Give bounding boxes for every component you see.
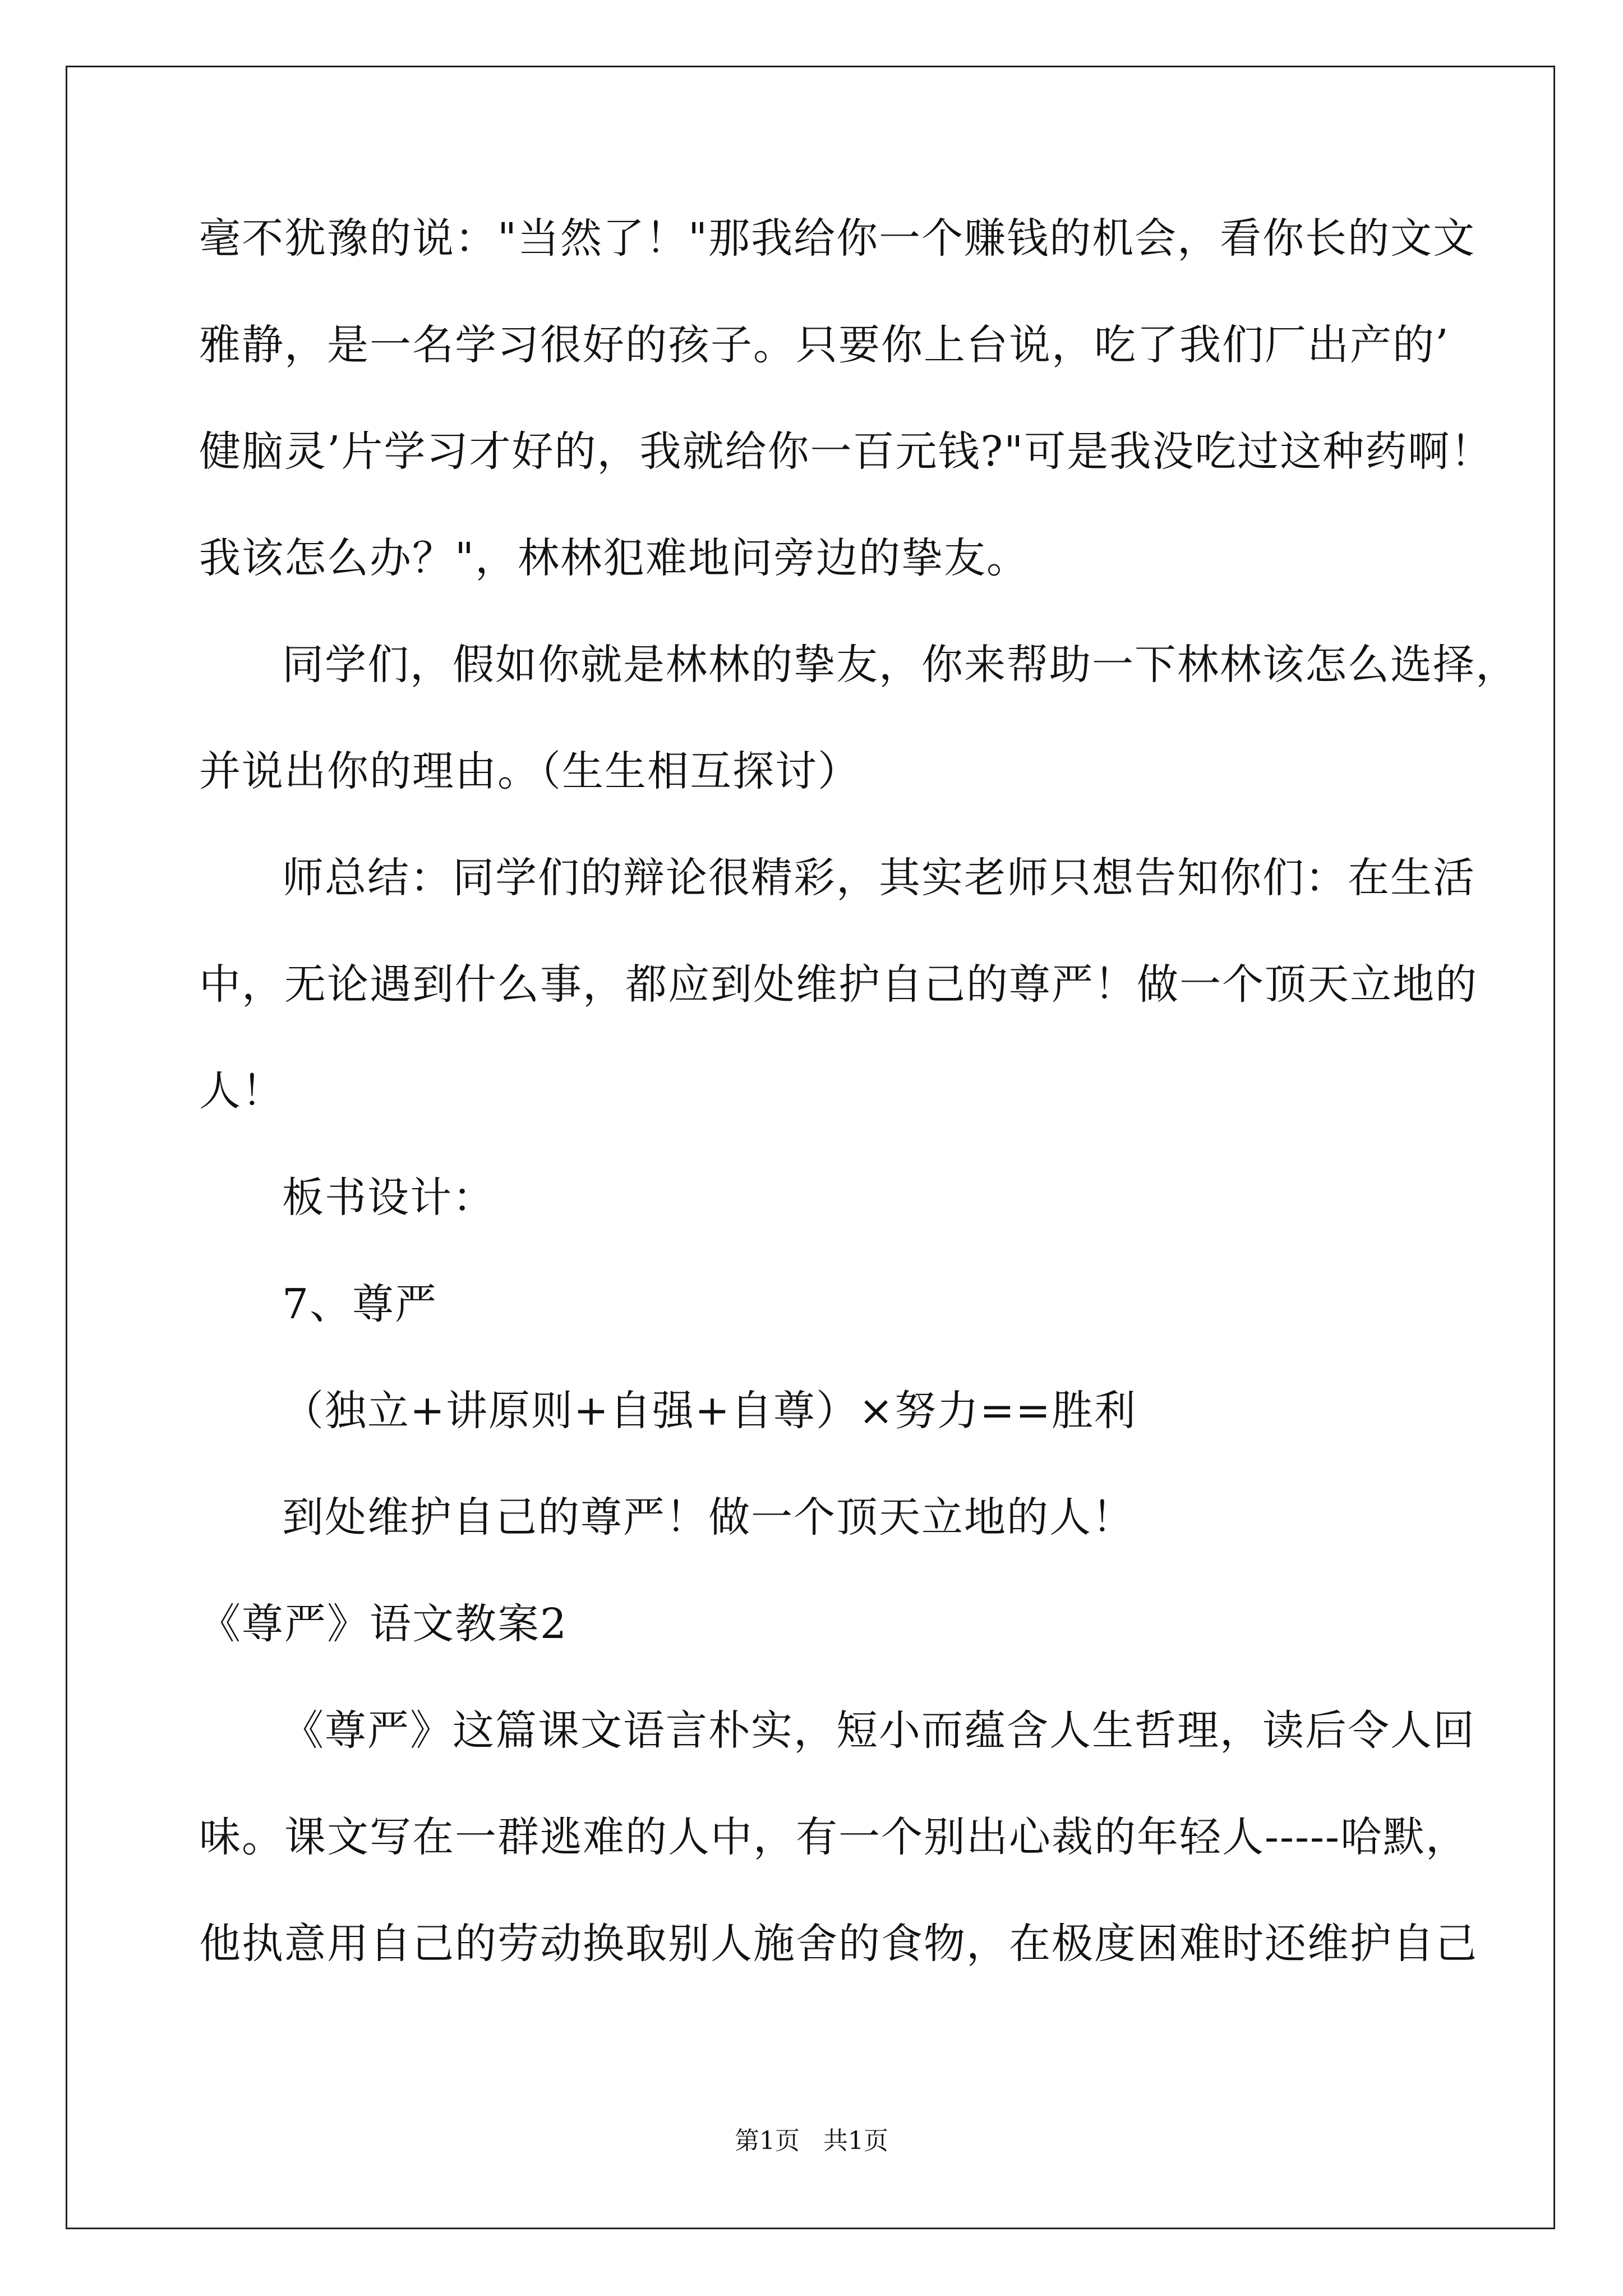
text-line: 中，无论遇到什么事，都应到处维护自己的尊严！做一个顶天立地的 (199, 960, 1478, 1009)
page-footer: 第1页 共1页 (735, 2127, 888, 2155)
board-slogan: 到处维护自己的尊严！做一个顶天立地的人！ (282, 1493, 1135, 1542)
text-line: 人！ (199, 1067, 284, 1115)
text-line: 味。课文写在一群逃难的人中，有一个别出心裁的年轻人-----哈默， (199, 1813, 1469, 1861)
board-lesson-title: 7、尊严 (282, 1280, 438, 1328)
section-title: 《尊严》语文教案2 (199, 1600, 568, 1648)
board-formula: （独立+讲原则+自强+自尊）×努力==胜利 (282, 1387, 1137, 1435)
paragraph-first-line: 师总结：同学们的辩论很精彩，其实老师只想告知你们：在生活 (282, 854, 1476, 902)
text-line: 毫不犹豫的说："当然了！"那我给你一个赚钱的机会，看你长的文文 (199, 214, 1476, 263)
paragraph-first-line: 同学们，假如你就是林林的挚友，你来帮助一下林林该怎么选择， (282, 641, 1518, 689)
page-border (66, 66, 1555, 2229)
text-line: 并说出你的理由。（生生相互探讨） (199, 747, 860, 795)
text-line: 他执意用自己的劳动换取别人施舍的食物，在极度困难时还维护自己 (199, 1920, 1478, 1968)
text-line: 我该怎么办？"，林林犯难地问旁边的挚友。 (199, 534, 1030, 582)
text-line: 健脑灵’片学习才好的，我就给你一百元钱?"可是我没吃过这种药啊！ (199, 427, 1493, 476)
paragraph-first-line: 《尊严》这篇课文语言朴实，短小而蕴含人生哲理，读后令人回 (282, 1706, 1476, 1755)
board-design-heading: 板书设计： (282, 1174, 495, 1222)
text-line: 雅静，是一名学习很好的孩子。只要你上台说，吃了我们厂出产的’ (199, 321, 1450, 369)
